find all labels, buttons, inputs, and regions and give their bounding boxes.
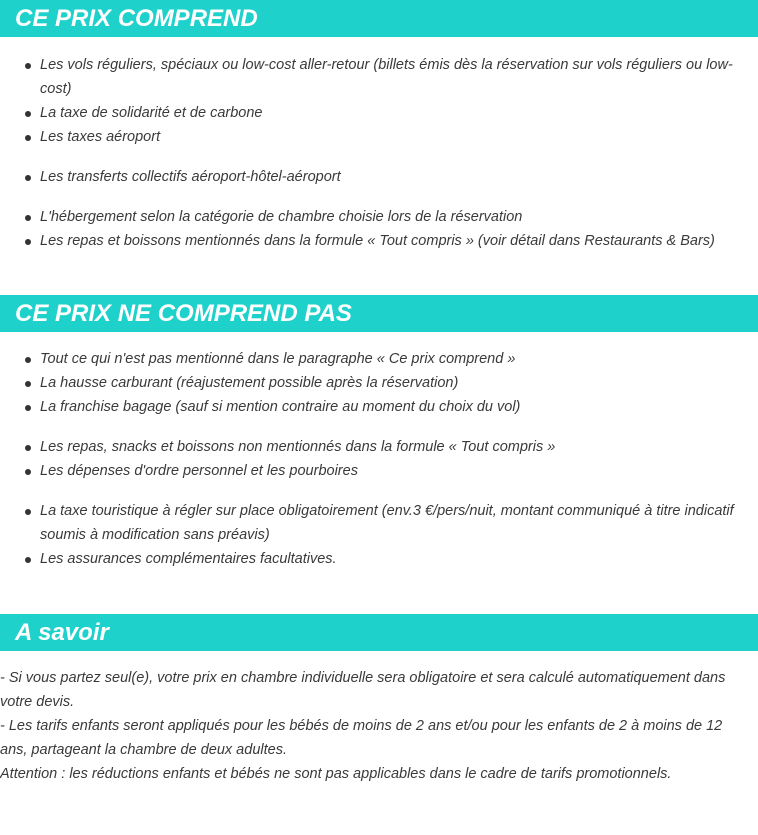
list-item: La franchise bagage (sauf si mention contraire au moment du choix du vol) [40, 395, 750, 419]
list-item: Les vols réguliers, spéciaux ou low-cost aller-retour (billets émis dès la réservation sur vols réguliers ou low-cost) [40, 53, 750, 101]
list-item: Les transferts collectifs aéroport-hôtel-aéroport [40, 165, 750, 189]
excluded-list [0, 332, 758, 571]
list-item: Tout ce qui n'est pas mentionné dans le paragraphe « Ce prix comprend » [40, 347, 750, 371]
savoir-header: A savoir [0, 614, 758, 651]
savoir-text [0, 651, 758, 786]
savoir-line: - Si vous partez seul(e), votre prix en chambre individuelle sera obligatoire et sera calculé automatiquement dans votre devis. [0, 670, 726, 710]
excluded-header: CE PRIX NE COMPREND PAS [0, 295, 758, 332]
list-item: L'hébergement selon la catégorie de chambre choisie lors de la réservation [40, 205, 750, 229]
list-item: La hausse carburant (réajustement possible après la réservation) [40, 371, 750, 395]
savoir-line: - Les tarifs enfants seront appliqués pour les bébés de moins de 2 ans et/ou pour les enfants de 2 à moins de 12 ans, partageant la chambre de deux adultes. [0, 718, 723, 758]
list-item: Les dépenses d'ordre personnel et les pourboires [40, 459, 750, 483]
included-header: CE PRIX COMPREND [0, 0, 758, 37]
excluded-section [0, 295, 758, 571]
included-list [0, 37, 758, 253]
savoir-line: Attention : les réductions enfants et bébés ne sont pas applicables dans le cadre de tarifs promotionnels. [0, 766, 672, 782]
list-item: La taxe de solidarité et de carbone [40, 101, 750, 125]
included-section [0, 0, 758, 253]
list-item: Les taxes aéroport [40, 125, 750, 149]
list-item: Les assurances complémentaires facultatives. [40, 547, 750, 571]
list-item: Les repas, snacks et boissons non mentionnés dans la formule « Tout compris » [40, 435, 750, 459]
savoir-section [0, 614, 758, 786]
list-item: Les repas et boissons mentionnés dans la formule « Tout compris » (voir détail dans Restaurants & Bars) [40, 229, 750, 253]
list-item: La taxe touristique à régler sur place obligatoirement (env.3 €/pers/nuit, montant communiqué à titre indicatif soumis à modification sans préavis) [40, 499, 750, 547]
